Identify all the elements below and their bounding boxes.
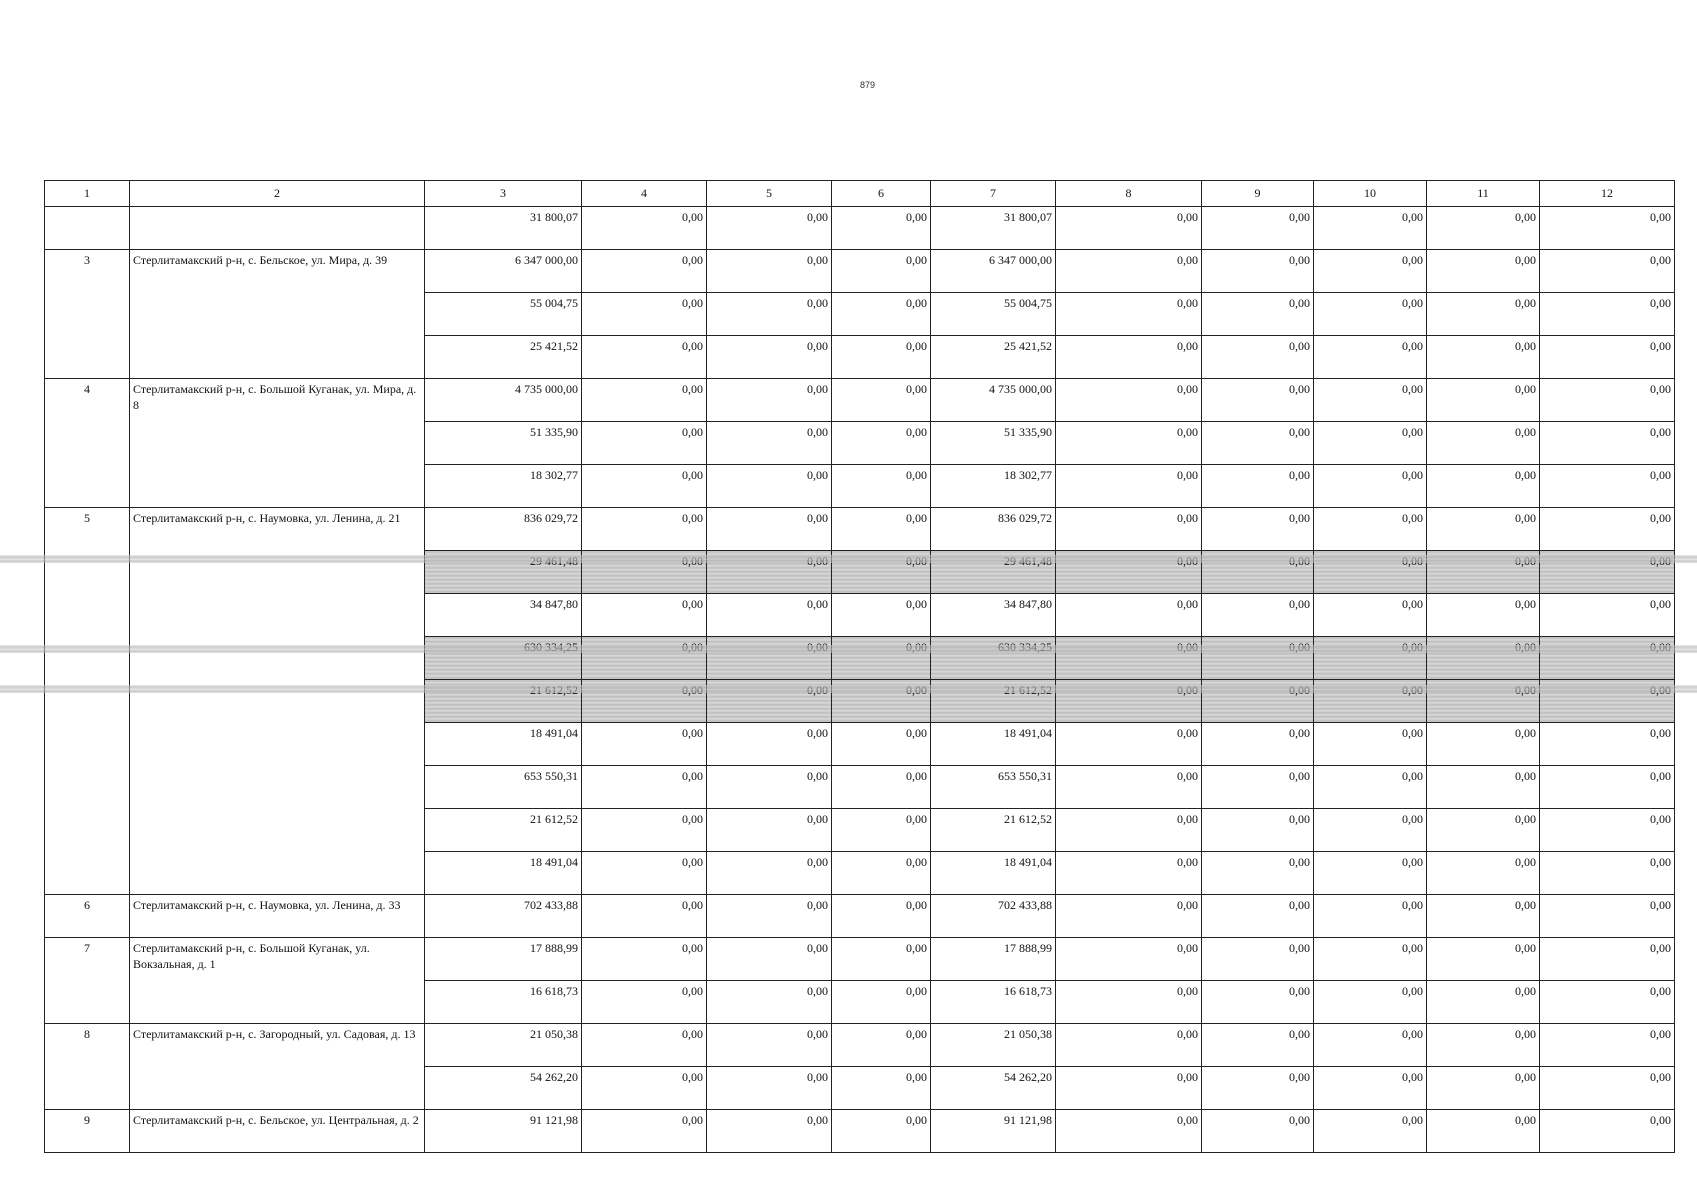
amount-cell: 0,00 xyxy=(1427,594,1540,637)
amount-cell: 0,00 xyxy=(832,895,931,938)
amount-cell: 0,00 xyxy=(1056,1110,1202,1153)
amount-cell: 0,00 xyxy=(832,293,931,336)
amount-cell: 0,00 xyxy=(1427,766,1540,809)
amount-cell: 0,00 xyxy=(832,766,931,809)
amount-cell xyxy=(425,637,582,680)
row-number-cell: 7 xyxy=(45,938,130,1024)
amount-cell: 0,00 xyxy=(1427,938,1540,981)
row-number-cell: 3 xyxy=(45,250,130,379)
amount-cell: 0,00 xyxy=(1427,1067,1540,1110)
amount-cell: 0,00 xyxy=(707,1067,832,1110)
table-row xyxy=(45,508,1675,551)
amount-cell: 0,00 xyxy=(1202,723,1314,766)
column-header: 8 xyxy=(1056,181,1202,207)
amount-cell: 653 550,31 xyxy=(931,766,1056,809)
amount-cell: 0,00 xyxy=(1427,465,1540,508)
column-header: 5 xyxy=(707,181,832,207)
column-header: 6 xyxy=(832,181,931,207)
amount-cell: 0,00 xyxy=(1427,250,1540,293)
amount-cell: 31 800,07 xyxy=(931,207,1056,250)
scan-artifact xyxy=(0,645,1697,653)
amount-cell: 0,00 xyxy=(1540,379,1675,422)
amount-cell: 0,00 xyxy=(582,809,707,852)
amount-cell: 51 335,90 xyxy=(425,422,582,465)
amount-cell: 0,00 xyxy=(582,766,707,809)
amount-cell: 18 491,04 xyxy=(931,852,1056,895)
amount-cell: 91 121,98 xyxy=(425,1110,582,1153)
amount-cell: 0,00 xyxy=(832,1067,931,1110)
address-cell xyxy=(130,207,425,250)
amount-cell: 0,00 xyxy=(707,293,832,336)
amount-cell: 54 262,20 xyxy=(425,1067,582,1110)
amount-cell: 0,00 xyxy=(1314,508,1427,551)
amount-cell: 0,00 xyxy=(1202,207,1314,250)
table-header-row xyxy=(45,181,1675,207)
column-header: 9 xyxy=(1202,181,1314,207)
amount-cell: 34 847,80 xyxy=(931,594,1056,637)
amount-cell: 0,00 xyxy=(832,809,931,852)
amount-cell: 0,00 xyxy=(1314,293,1427,336)
amount-cell: 0,00 xyxy=(1540,207,1675,250)
row-number-cell: 8 xyxy=(45,1024,130,1110)
amount-cell: 0,00 xyxy=(1314,723,1427,766)
amount-cell: 0,00 xyxy=(1540,766,1675,809)
amount-cell: 0,00 xyxy=(582,981,707,1024)
address-cell: Стерлитамакский р-н, с. Бельское, ул. Центральная, д. 2 xyxy=(130,1110,425,1153)
amount-cell: 0,00 xyxy=(707,981,832,1024)
amount-cell: 0,00 xyxy=(1314,1067,1427,1110)
amount-cell: 0,00 xyxy=(1314,809,1427,852)
amount-cell: 0,00 xyxy=(582,1110,707,1153)
amount-cell: 0,00 xyxy=(1056,594,1202,637)
amount-cell: 0,00 xyxy=(832,1024,931,1067)
amount-cell: 0,00 xyxy=(1202,852,1314,895)
amount-cell: 0,00 xyxy=(1056,766,1202,809)
amount-cell: 55 004,75 xyxy=(931,293,1056,336)
amount-cell: 0,00 xyxy=(1314,422,1427,465)
amount-cell: 0,00 xyxy=(707,809,832,852)
amount-cell: 0,00 xyxy=(832,508,931,551)
amount-cell: 0,00 xyxy=(832,594,931,637)
amount-cell: 0,00 xyxy=(1540,336,1675,379)
amount-cell: 91 121,98 xyxy=(931,1110,1056,1153)
column-header: 10 xyxy=(1314,181,1427,207)
amount-cell: 0,00 xyxy=(1540,594,1675,637)
amount-cell: 0,00 xyxy=(1314,336,1427,379)
amount-cell: 55 004,75 xyxy=(425,293,582,336)
table-row xyxy=(45,1110,1675,1153)
amount-cell: 16 618,73 xyxy=(425,981,582,1024)
amount-cell: 0,00 xyxy=(1202,422,1314,465)
amount-cell: 0,00 xyxy=(832,1110,931,1153)
column-header: 12 xyxy=(1540,181,1675,207)
scan-artifact xyxy=(0,555,1697,563)
amount-cell: 0,00 xyxy=(832,250,931,293)
amount-cell: 0,00 xyxy=(707,1024,832,1067)
amount-cell: 0,00 xyxy=(1427,336,1540,379)
amount-cell: 0,00 xyxy=(582,422,707,465)
amount-cell: 17 888,99 xyxy=(931,938,1056,981)
amount-cell: 0,00 xyxy=(1202,809,1314,852)
amount-cell: 0,00 xyxy=(1202,465,1314,508)
amount-cell: 0,00 xyxy=(1314,250,1427,293)
amount-cell: 54 262,20 xyxy=(931,1067,1056,1110)
amount-cell: 0,00 xyxy=(1056,207,1202,250)
amount-cell: 0,00 xyxy=(1056,336,1202,379)
amount-cell: 0,00 xyxy=(1202,895,1314,938)
amount-cell: 25 421,52 xyxy=(931,336,1056,379)
amount-cell: 0,00 xyxy=(1202,981,1314,1024)
amount-cell xyxy=(582,637,707,680)
amount-cell: 0,00 xyxy=(707,766,832,809)
amount-cell: 0,00 xyxy=(1056,938,1202,981)
amount-cell: 25 421,52 xyxy=(425,336,582,379)
table-row xyxy=(45,895,1675,938)
amount-cell: 0,00 xyxy=(582,1067,707,1110)
table-row xyxy=(45,379,1675,422)
row-number-cell xyxy=(45,207,130,250)
amount-cell: 0,00 xyxy=(1202,938,1314,981)
amount-cell: 0,00 xyxy=(1427,293,1540,336)
amount-cell: 0,00 xyxy=(832,207,931,250)
amount-cell: 0,00 xyxy=(1427,508,1540,551)
column-header: 4 xyxy=(582,181,707,207)
amount-cell: 0,00 xyxy=(707,379,832,422)
amount-cell: 0,00 xyxy=(1540,422,1675,465)
amount-cell: 16 618,73 xyxy=(931,981,1056,1024)
amount-cell: 0,00 xyxy=(1056,809,1202,852)
amount-cell: 0,00 xyxy=(832,981,931,1024)
amount-cell: 0,00 xyxy=(1056,293,1202,336)
amount-cell: 0,00 xyxy=(832,422,931,465)
amount-cell: 0,00 xyxy=(1056,723,1202,766)
amount-cell: 0,00 xyxy=(832,938,931,981)
amount-cell: 0,00 xyxy=(1314,207,1427,250)
column-header: 11 xyxy=(1427,181,1540,207)
amount-cell: 18 491,04 xyxy=(425,852,582,895)
amount-cell: 34 847,80 xyxy=(425,594,582,637)
amount-cell xyxy=(1314,637,1427,680)
address-cell: Стерлитамакский р-н, с. Наумовка, ул. Ленина, д. 21 xyxy=(130,508,425,895)
amount-cell: 0,00 xyxy=(1427,981,1540,1024)
amount-cell: 836 029,72 xyxy=(931,508,1056,551)
amount-cell: 0,00 xyxy=(1314,981,1427,1024)
amount-cell: 0,00 xyxy=(1540,723,1675,766)
amount-cell: 0,00 xyxy=(707,207,832,250)
amount-cell: 18 302,77 xyxy=(425,465,582,508)
amount-cell: 0,00 xyxy=(1314,594,1427,637)
amount-cell: 0,00 xyxy=(1540,895,1675,938)
amount-cell: 17 888,99 xyxy=(425,938,582,981)
amount-cell: 0,00 xyxy=(1314,895,1427,938)
amount-cell: 0,00 xyxy=(832,379,931,422)
amount-cell: 0,00 xyxy=(707,723,832,766)
row-number-cell: 6 xyxy=(45,895,130,938)
amount-cell: 0,00 xyxy=(1056,250,1202,293)
amount-cell: 0,00 xyxy=(1056,1067,1202,1110)
amount-cell: 0,00 xyxy=(1056,379,1202,422)
amount-cell: 0,00 xyxy=(1427,1110,1540,1153)
amount-cell: 0,00 xyxy=(707,938,832,981)
amount-cell: 0,00 xyxy=(1056,852,1202,895)
amount-cell: 18 302,77 xyxy=(931,465,1056,508)
page-number: 879 xyxy=(859,80,876,90)
amount-cell: 0,00 xyxy=(1314,465,1427,508)
amount-cell: 0,00 xyxy=(582,379,707,422)
amount-cell xyxy=(832,637,931,680)
amount-cell: 0,00 xyxy=(1314,938,1427,981)
amount-cell: 6 347 000,00 xyxy=(425,250,582,293)
column-header: 2 xyxy=(130,181,425,207)
amount-cell: 0,00 xyxy=(582,207,707,250)
amount-cell: 0,00 xyxy=(582,250,707,293)
address-cell: Стерлитамакский р-н, с. Бельское, ул. Мира, д. 39 xyxy=(130,250,425,379)
amount-cell: 0,00 xyxy=(1056,1024,1202,1067)
amount-cell: 0,00 xyxy=(1202,250,1314,293)
amount-cell: 0,00 xyxy=(582,293,707,336)
amount-cell xyxy=(1202,637,1314,680)
amount-cell: 0,00 xyxy=(1202,1067,1314,1110)
report-table xyxy=(44,180,1675,1153)
amount-cell: 0,00 xyxy=(1056,895,1202,938)
amount-cell: 51 335,90 xyxy=(931,422,1056,465)
amount-cell: 0,00 xyxy=(707,336,832,379)
amount-cell: 0,00 xyxy=(1540,465,1675,508)
column-header: 3 xyxy=(425,181,582,207)
amount-cell: 21 612,52 xyxy=(931,809,1056,852)
amount-cell: 21 612,52 xyxy=(425,809,582,852)
amount-cell: 0,00 xyxy=(1314,1024,1427,1067)
amount-cell xyxy=(707,637,832,680)
amount-cell: 0,00 xyxy=(1202,336,1314,379)
amount-cell: 18 491,04 xyxy=(425,723,582,766)
amount-cell: 0,00 xyxy=(707,895,832,938)
amount-cell: 0,00 xyxy=(1202,293,1314,336)
amount-cell xyxy=(1427,637,1540,680)
amount-cell: 0,00 xyxy=(582,723,707,766)
amount-cell: 0,00 xyxy=(1427,379,1540,422)
amount-cell: 0,00 xyxy=(832,852,931,895)
amount-cell: 0,00 xyxy=(1540,938,1675,981)
amount-cell: 0,00 xyxy=(582,1024,707,1067)
table-row xyxy=(45,1024,1675,1067)
amount-cell: 0,00 xyxy=(1427,1024,1540,1067)
amount-cell: 0,00 xyxy=(1540,852,1675,895)
amount-cell: 0,00 xyxy=(1427,723,1540,766)
amount-cell: 0,00 xyxy=(582,508,707,551)
amount-cell: 0,00 xyxy=(1202,1024,1314,1067)
amount-cell: 0,00 xyxy=(707,508,832,551)
amount-cell: 0,00 xyxy=(1540,1067,1675,1110)
amount-cell: 0,00 xyxy=(1540,1024,1675,1067)
amount-cell: 702 433,88 xyxy=(931,895,1056,938)
amount-cell: 0,00 xyxy=(1314,852,1427,895)
row-number-cell: 5 xyxy=(45,508,130,895)
table-body xyxy=(45,207,1675,1153)
amount-cell: 0,00 xyxy=(1202,766,1314,809)
amount-cell: 0,00 xyxy=(582,594,707,637)
amount-cell: 0,00 xyxy=(1427,809,1540,852)
amount-cell: 0,00 xyxy=(832,336,931,379)
amount-cell: 6 347 000,00 xyxy=(931,250,1056,293)
amount-cell: 0,00 xyxy=(707,852,832,895)
amount-cell xyxy=(1540,637,1675,680)
amount-cell: 0,00 xyxy=(707,422,832,465)
amount-cell: 0,00 xyxy=(1540,508,1675,551)
amount-cell: 4 735 000,00 xyxy=(425,379,582,422)
amount-cell: 0,00 xyxy=(582,895,707,938)
column-header: 1 xyxy=(45,181,130,207)
table-row xyxy=(45,938,1675,981)
amount-cell: 0,00 xyxy=(1427,895,1540,938)
amount-cell: 0,00 xyxy=(1427,207,1540,250)
amount-cell: 0,00 xyxy=(1056,465,1202,508)
amount-cell: 0,00 xyxy=(707,250,832,293)
amount-cell: 21 050,38 xyxy=(425,1024,582,1067)
amount-cell: 0,00 xyxy=(1540,809,1675,852)
amount-cell: 0,00 xyxy=(707,465,832,508)
address-cell: Стерлитамакский р-н, с. Большой Куганак, ул. Мира, д. 8 xyxy=(130,379,425,508)
address-cell: Стерлитамакский р-н, с. Наумовка, ул. Ленина, д. 33 xyxy=(130,895,425,938)
amount-cell: 0,00 xyxy=(1540,250,1675,293)
amount-cell: 0,00 xyxy=(1314,766,1427,809)
amount-cell: 0,00 xyxy=(1427,422,1540,465)
amount-cell: 653 550,31 xyxy=(425,766,582,809)
address-cell: Стерлитамакский р-н, с. Большой Куганак, ул. Вокзальная, д. 1 xyxy=(130,938,425,1024)
amount-cell: 0,00 xyxy=(1056,422,1202,465)
amount-cell xyxy=(931,637,1056,680)
amount-cell: 0,00 xyxy=(707,1110,832,1153)
row-number-cell: 9 xyxy=(45,1110,130,1153)
amount-cell: 0,00 xyxy=(1427,852,1540,895)
row-number-cell: 4 xyxy=(45,379,130,508)
amount-cell: 0,00 xyxy=(1202,1110,1314,1153)
amount-cell: 836 029,72 xyxy=(425,508,582,551)
amount-cell: 0,00 xyxy=(707,594,832,637)
amount-cell: 18 491,04 xyxy=(931,723,1056,766)
amount-cell: 4 735 000,00 xyxy=(931,379,1056,422)
column-header: 7 xyxy=(931,181,1056,207)
amount-cell: 0,00 xyxy=(582,336,707,379)
amount-cell: 31 800,07 xyxy=(425,207,582,250)
amount-cell: 0,00 xyxy=(1540,981,1675,1024)
address-cell: Стерлитамакский р-н, с. Загородный, ул. Садовая, д. 13 xyxy=(130,1024,425,1110)
amount-cell xyxy=(1056,637,1202,680)
amount-cell: 0,00 xyxy=(1202,508,1314,551)
amount-cell: 702 433,88 xyxy=(425,895,582,938)
table-row xyxy=(45,250,1675,293)
amount-cell: 0,00 xyxy=(582,852,707,895)
amount-cell: 0,00 xyxy=(1540,1110,1675,1153)
amount-cell: 0,00 xyxy=(1314,1110,1427,1153)
amount-cell: 0,00 xyxy=(1202,379,1314,422)
scan-artifact xyxy=(0,685,1697,693)
table-row xyxy=(45,207,1675,250)
amount-cell: 0,00 xyxy=(582,465,707,508)
amount-cell: 0,00 xyxy=(1314,379,1427,422)
amount-cell: 0,00 xyxy=(582,938,707,981)
amount-cell: 0,00 xyxy=(832,465,931,508)
amount-cell: 0,00 xyxy=(1202,594,1314,637)
amount-cell: 0,00 xyxy=(1056,981,1202,1024)
amount-cell: 21 050,38 xyxy=(931,1024,1056,1067)
amount-cell: 0,00 xyxy=(832,723,931,766)
amount-cell: 0,00 xyxy=(1056,508,1202,551)
amount-cell: 0,00 xyxy=(1540,293,1675,336)
